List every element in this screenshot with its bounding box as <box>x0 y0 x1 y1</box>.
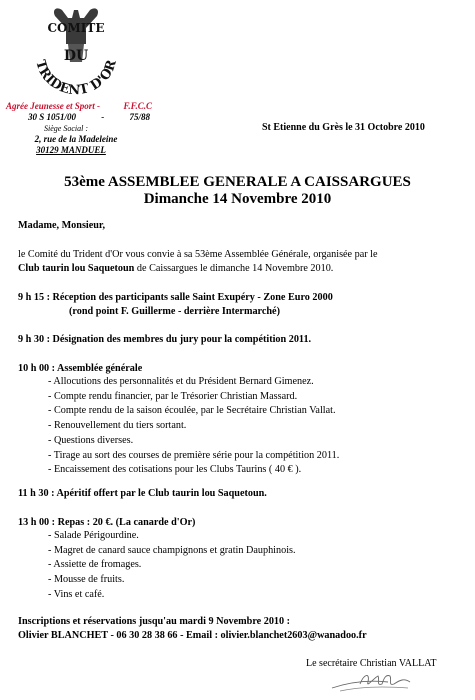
number-dash: - <box>101 112 105 122</box>
schedule-0915-line2: (rond point F. Guillerme - derrière Intermarché) <box>69 306 280 317</box>
association-info <box>6 101 166 156</box>
committee-logo <box>22 4 130 100</box>
agenda-item: - Questions diverses. <box>48 434 134 446</box>
svg-text:TRIDENT D'OR <box>32 58 120 98</box>
schedule-1000-heading: 10 h 00 : Assemblée générale <box>18 363 143 374</box>
inscriptions-line1: Inscriptions et réservations jusqu'au mardi 9 Novembre 2010 : <box>18 616 291 627</box>
menu-item: - Mousse de fruits. <box>48 574 125 586</box>
schedule-1300-heading: 13 h 00 : Repas : 20 €. (La canarde d'Or) <box>18 517 196 528</box>
menu-item: - Vins et café. <box>48 588 105 600</box>
schedule-0915-line1: 9 h 15 : Réception des participants salle Saint Exupéry - Zone Euro 2000 <box>18 292 333 303</box>
menu-item: - Magret de canard sauce champignons et gratin Dauphinois. <box>48 544 296 556</box>
intro-line1: le Comité du Trident d'Or vous convie à sa 53ème Assemblée Générale, organisée par le <box>18 249 378 260</box>
handwritten-signature <box>330 668 420 694</box>
schedule-1130: 11 h 30 : Apéritif offert par le Club taurin lou Saquetoun. <box>18 488 267 499</box>
agenda-item: - Compte rendu financier, par le Trésorier Christian Massard. <box>48 390 298 402</box>
menu-item: - Salade Périgourdine. <box>48 530 139 541</box>
intro-line2-rest: de Caissargues le dimanche 14 Novembre 2010. <box>134 263 334 274</box>
inscriptions-contact: Olivier BLANCHET - 06 30 28 38 66 - Email : olivier.blanchet2603@wanadoo.fr <box>18 630 367 641</box>
intro-line2 <box>18 262 333 276</box>
document-subtitle: Dimanche 14 Novembre 2010 <box>143 191 332 207</box>
ffcc-number: 75/88 <box>129 112 150 122</box>
place-date: St Etienne du Grès le 31 Octobre 2010 <box>262 122 425 133</box>
club-name: Club taurin lou Saquetoun <box>18 263 135 274</box>
logo-line2: DU <box>63 48 89 64</box>
logo-line3: TRIDENT D'OR <box>32 58 120 99</box>
agenda-item: - Tirage au sort des courses de première série pour la compétition 2011. <box>48 449 340 461</box>
ffcc-label: F.F.C.C <box>123 101 152 111</box>
greeting: Madame, Monsieur, <box>18 220 106 231</box>
logo-line1: COMITE <box>47 21 105 35</box>
meal-menu <box>48 529 296 603</box>
siege-city: 30129 MANDUEL <box>36 145 106 155</box>
signature-text: Le secrétaire Christian VALLAT <box>306 658 437 669</box>
assembly-agenda <box>48 375 339 478</box>
siege-street: 2, rue de la Madeleine <box>34 134 118 144</box>
agenda-item: - Encaissement des cotisations pour les Clubs Taurins ( 40 € ). <box>48 464 302 476</box>
menu-item: - Assiette de fromages. <box>48 559 142 571</box>
agenda-item: - Renouvellement du tiers sortant. <box>48 420 187 432</box>
agree-label: Agrée Jeunesse et Sport - <box>6 101 100 111</box>
agenda-item: - Compte rendu de la saison écoulée, par le Secrétaire Christian Vallat. <box>48 405 336 417</box>
schedule-0930: 9 h 30 : Désignation des membres du jury pour la compétition 2011. <box>18 334 312 345</box>
siege-label: Siège Social : <box>44 124 88 133</box>
registration-number: 30 S 1051/00 <box>28 112 77 122</box>
document-title: 53ème ASSEMBLEE GENERALE A CAISSARGUES <box>64 174 411 190</box>
agenda-item: - Allocutions des personnalités et du Président Bernard Gimenez. <box>48 376 314 387</box>
